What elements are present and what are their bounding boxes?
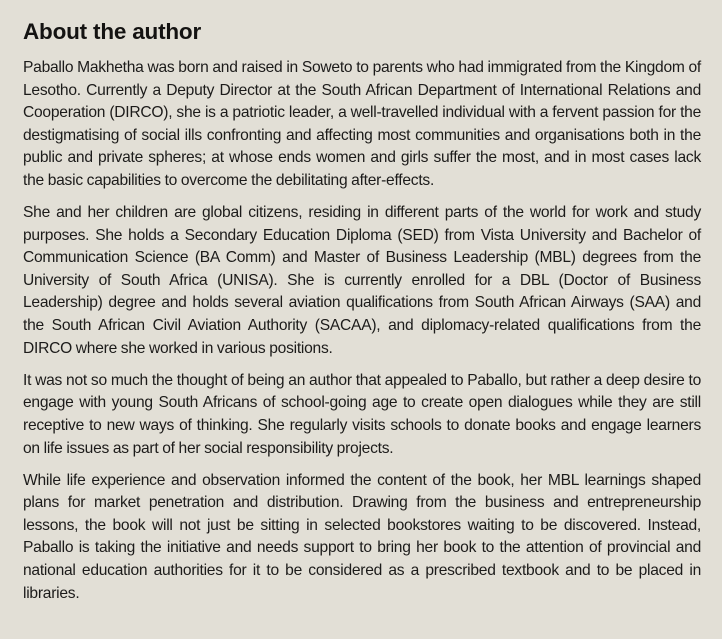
paragraph-motivation: It was not so much the thought of being an author that appealed to Paballo, but rather a deep desire to engage with young South Africans of school-going age to create open dialogues while they are still receptive to new ways of thinking. She regularly visits schools to donate books and engage learners on life issues as part of her social responsibility projects. [23,371,701,457]
paragraph-biography-intro: Paballo Makhetha was born and raised in Soweto to parents who had immigrated from the Kingdom of Lesotho. Currently a Deputy Director at the South African Department of International Relations and Cooperation (DIRCO), she is a patriotic leader, a well-travelled individual with a fervent passion for the destigmatising of social ills confronting and affecting most communities and organisations both in the public and private spheres; at whose ends women and girls suffer the most, and in most cases lack the basic capabilities to overcome the debilitating after-effects. [23,59,701,189]
paragraph-distribution-plans: While life experience and observation informed the content of the book, her MBL learnings shaped plans for market penetration and distribution. Drawing from the business and entrepreneurship lessons, the book will not just be sitting in selected bookstores waiting to be discovered. Instead, Paballo is taking the initiative and needs support to bring her book to the attention of provincial and national education authorities for it to be considered as a prescribed textbook and to be placed in libraries. [23,471,701,602]
section-heading: About the author [23,19,202,44]
paragraph-education: She and her children are global citizens, residing in different parts of the world for work and study purposes. She holds a Secondary Education Diploma (SED) from Vista University and Bachelor of Communication Science (BA Comm) and Master of Business Leadership (MBL) degrees from the University of South Africa (UNISA). She is currently enrolled for a DBL (Doctor of Business Leadership) degree and holds several aviation qualifications from South African Airways (SAA) and the South African Civil Aviation Authority (SACAA), and diplomacy-related qualifications from the DIRCO where she worked in various positions. [23,204,701,357]
